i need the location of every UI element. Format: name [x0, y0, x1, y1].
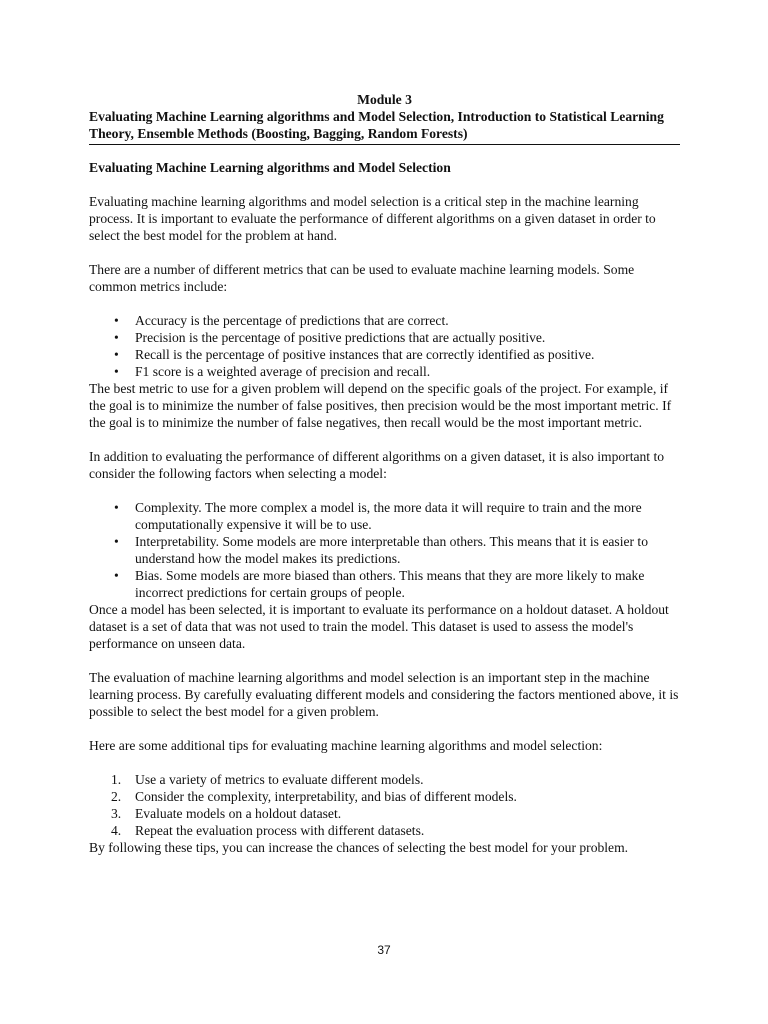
- bullet-icon: •: [114, 330, 119, 345]
- list-item: [89, 771, 680, 788]
- metric-text: Recall is the percentage of positive instances that are correctly identified as positive.: [135, 347, 595, 362]
- list-number: 3.: [111, 806, 122, 821]
- conclusion-paragraph: The evaluation of machine learning algorithms and model selection is an important step in the machine learning process. By carefully evaluating different models and considering the factors mentioned above, it is possible to select the best model for a given problem.: [89, 670, 679, 719]
- bullet-icon: •: [114, 313, 119, 328]
- tip-text: Use a variety of metrics to evaluate different models.: [135, 772, 424, 787]
- bullet-icon: •: [114, 500, 119, 515]
- closing-paragraph: By following these tips, you can increase the chances of selecting the best model for your problem.: [89, 840, 629, 855]
- list-item: [89, 329, 680, 346]
- list-item: [89, 788, 680, 805]
- factor-text: Interpretability. Some models are more interpretable than others. This means that it is easier to understand how the model makes its predictions.: [135, 534, 649, 566]
- list-item: [89, 533, 680, 567]
- module-subtitle: Evaluating Machine Learning algorithms and Model Selection, Introduction to Statistical Learning Theory, Ensemble Methods (Boosting, Bagging, Random Forests): [89, 108, 680, 145]
- bullet-icon: •: [114, 364, 119, 379]
- module-title: Module 3: [357, 92, 412, 107]
- metric-text: Precision is the percentage of positive predictions that are actually positive.: [135, 330, 546, 345]
- bullet-icon: •: [114, 568, 119, 583]
- metric-text: F1 score is a weighted average of precision and recall.: [135, 364, 431, 379]
- page-number: 37: [377, 943, 391, 957]
- list-item: [89, 312, 680, 329]
- list-item: [89, 346, 680, 363]
- list-number: 1.: [111, 772, 122, 787]
- factors-list: [89, 499, 680, 601]
- metrics-intro-paragraph: There are a number of different metrics that can be used to evaluate machine learning models. Some common metrics include:: [89, 262, 635, 294]
- factor-text: Bias. Some models are more biased than others. This means that they are more likely to make incorrect predictions for certain groups of people.: [135, 568, 645, 600]
- document-page: [89, 91, 680, 856]
- factors-intro-paragraph: In addition to evaluating the performance of different algorithms on a given dataset, it is also important to consider the following factors when selecting a model:: [89, 449, 665, 481]
- intro-paragraph: Evaluating machine learning algorithms and model selection is a critical step in the machine learning process. It is important to evaluate the performance of different algorithms on a given dataset in order to select the best model for the problem at hand.: [89, 194, 656, 243]
- list-number: 4.: [111, 823, 122, 838]
- tips-list: [89, 771, 680, 839]
- list-item: [89, 805, 680, 822]
- metric-text: Accuracy is the percentage of predictions that are correct.: [135, 313, 449, 328]
- factor-text: Complexity. The more complex a model is, the more data it will require to train and the more computationally expensive it will be to use.: [135, 500, 642, 532]
- list-item: [89, 567, 680, 601]
- tip-text: Repeat the evaluation process with different datasets.: [135, 823, 425, 838]
- list-item: [89, 363, 680, 380]
- section-heading: Evaluating Machine Learning algorithms and Model Selection: [89, 160, 451, 175]
- list-item: [89, 499, 680, 533]
- list-number: 2.: [111, 789, 122, 804]
- metrics-list: [89, 312, 680, 380]
- tip-text: Evaluate models on a holdout dataset.: [135, 806, 342, 821]
- bullet-icon: •: [114, 534, 119, 549]
- tips-intro-paragraph: Here are some additional tips for evaluating machine learning algorithms and model selection:: [89, 738, 603, 753]
- tip-text: Consider the complexity, interpretability, and bias of different models.: [135, 789, 517, 804]
- best-metric-paragraph: The best metric to use for a given problem will depend on the specific goals of the project. For example, if the goal is to minimize the number of false positives, then precision would be the most important metric. If the goal is to minimize the number of false negatives, then recall would be the most important metric.: [89, 381, 672, 430]
- list-item: [89, 822, 680, 839]
- holdout-paragraph: Once a model has been selected, it is important to evaluate its performance on a holdout dataset. A holdout dataset is a set of data that was not used to train the model. This dataset is used to assess the model's performance on unseen data.: [89, 602, 669, 651]
- bullet-icon: •: [114, 347, 119, 362]
